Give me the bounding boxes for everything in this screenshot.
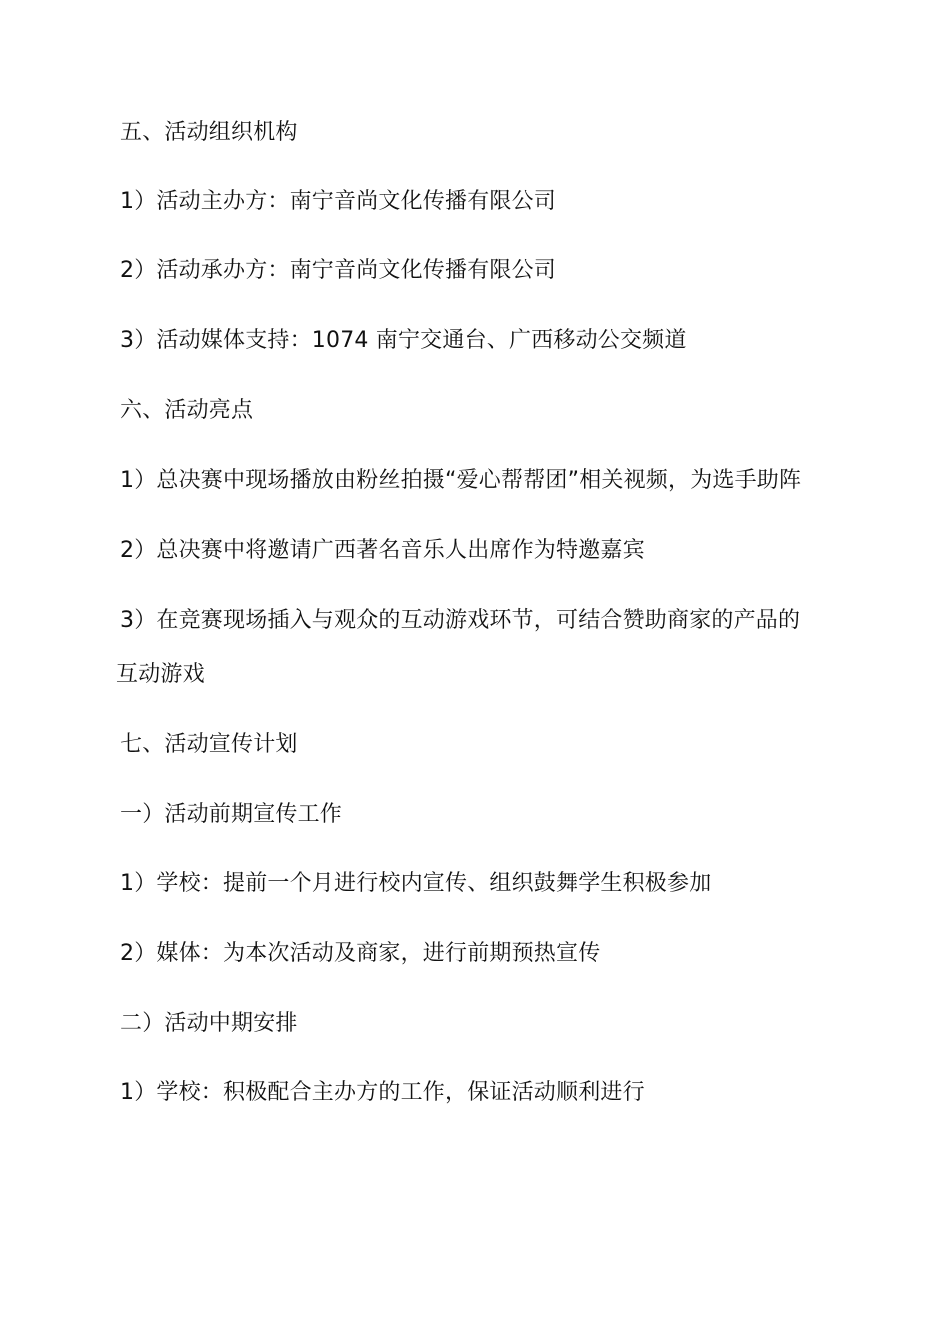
list-item-highlight-3: 3）在竞赛现场插入与观众的互动游戏环节，可结合赞助商家的产品的 xyxy=(120,608,801,633)
section-heading-promotion: 七、活动宣传计划 xyxy=(120,732,298,757)
section-heading-highlights: 六、活动亮点 xyxy=(120,398,254,423)
list-item-highlight-2: 2）总决赛中将邀请广西著名音乐人出席作为特邀嘉宾 xyxy=(120,538,645,563)
list-item-highlight-3-cont: 互动游戏 xyxy=(116,662,205,687)
list-item-media-support: 3）活动媒体支持：1074 南宁交通台、广西移动公交频道 xyxy=(120,328,687,353)
subsection-heading-early: 一）活动前期宣传工作 xyxy=(120,802,343,827)
list-item-media-early: 2）媒体：为本次活动及商家，进行前期预热宣传 xyxy=(120,941,601,966)
list-item-organizer: 1）活动主办方：南宁音尚文化传播有限公司 xyxy=(120,189,556,214)
list-item-school-early: 1）学校：提前一个月进行校内宣传、组织鼓舞学生积极参加 xyxy=(120,871,712,896)
section-heading-organization: 五、活动组织机构 xyxy=(120,120,298,145)
subsection-heading-mid: 二）活动中期安排 xyxy=(120,1011,298,1036)
list-item-co-organizer: 2）活动承办方：南宁音尚文化传播有限公司 xyxy=(120,258,556,283)
list-item-school-mid: 1）学校：积极配合主办方的工作，保证活动顺利进行 xyxy=(120,1080,645,1105)
list-item-highlight-1: 1）总决赛中现场播放由粉丝拍摄“爱心帮帮团”相关视频，为选手助阵 xyxy=(120,468,802,493)
